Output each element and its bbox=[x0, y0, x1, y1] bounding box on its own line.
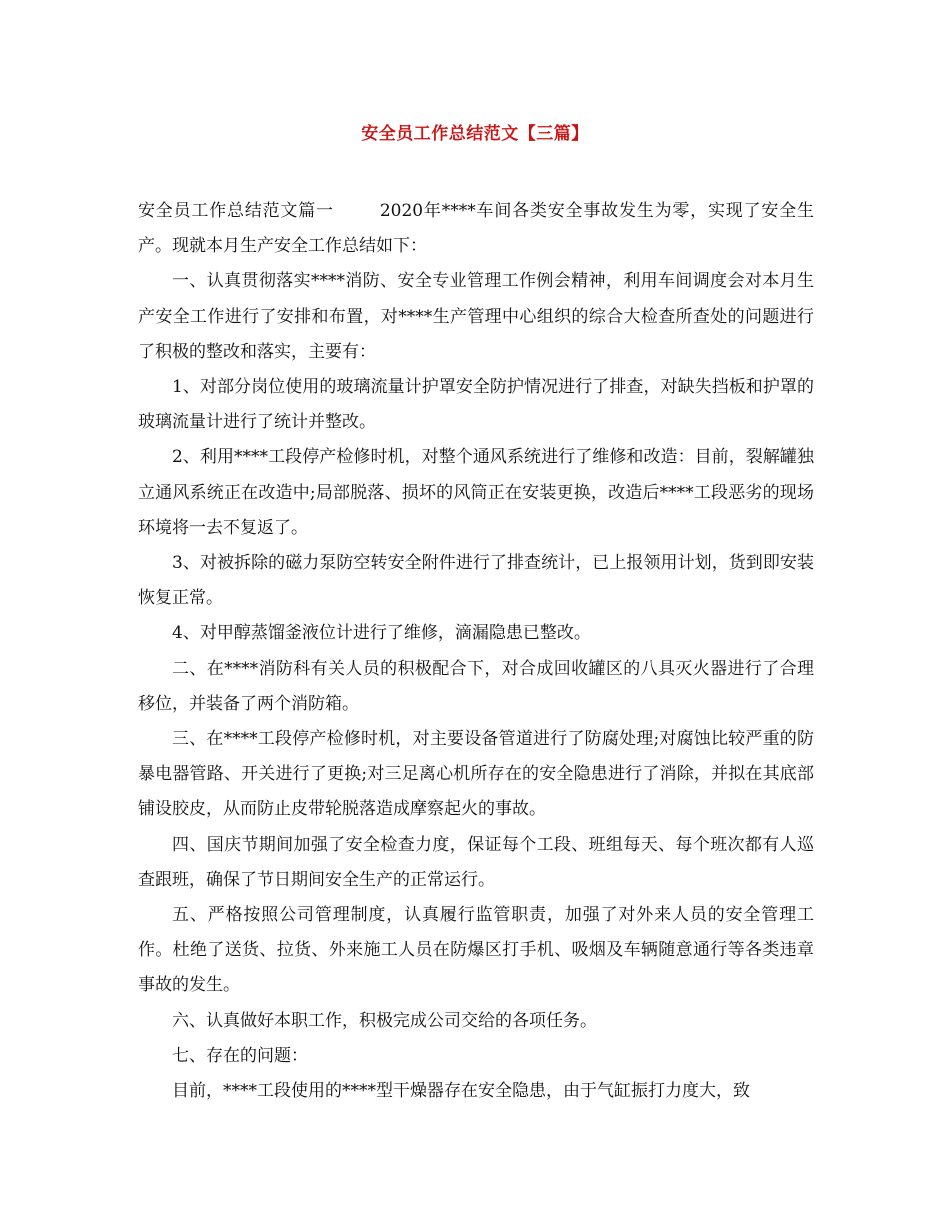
paragraph: 2、利用****工段停产检修时机，对整个通风系统进行了维修和改造：目前，裂解罐独立通风系统正在改造中;局部脱落、损坏的风筒正在安装更换，改造后****工段恶劣的现场环境将一去不复返了。 bbox=[138, 447, 814, 538]
document-title: 安全员工作总结范文【三篇】 bbox=[361, 124, 589, 144]
section-label: 安全员工作总结范文篇一 bbox=[138, 201, 334, 221]
paragraph: 七、存在的问题： bbox=[172, 1045, 308, 1066]
paragraph: 目前，****工段使用的****型干燥器存在安全隐患，由于气缸振打力度大，致 bbox=[172, 1081, 750, 1102]
paragraph: 三、在****工段停产检修时机，对主要设备管道进行了防腐处理;对腐蚀比较严重的防暴电器管路、开关进行了更换;对三足离心机所存在的安全隐患进行了消除，并拟在其底部铺设胶皮，从而防止皮带轮脱落造成摩察起火的事故。 bbox=[138, 729, 814, 820]
paragraph: 二、在****消防科有关人员的积极配合下，对合成回收罐区的八具灭火器进行了合理移位，并装备了两个消防箱。 bbox=[138, 658, 814, 714]
paragraph: 3、对被拆除的磁力泵防空转安全附件进行了排查统计，已上报领用计划，货到即安装恢复正常。 bbox=[138, 553, 814, 609]
paragraph: 六、认真做好本职工作，积极完成公司交给的各项任务。 bbox=[172, 1010, 597, 1031]
paragraph-intro bbox=[138, 194, 814, 264]
paragraph: 4、对甲醇蒸馏釜液位计进行了维修，滴漏隐患已整改。 bbox=[172, 623, 591, 644]
paragraph: 1、对部分岗位使用的玻璃流量计护罩安全防护情况进行了排查，对缺失挡板和护罩的玻璃流量计进行了统计并整改。 bbox=[138, 377, 814, 433]
paragraph: 五、严格按照公司管理制度，认真履行监管职责，加强了对外来人员的安全管理工作。杜绝了送货、拉货、外来施工人员在防爆区打手机、吸烟及车辆随意通行等各类违章事故的发生。 bbox=[138, 905, 814, 996]
paragraph: 一、认真贯彻落实****消防、安全专业管理工作例会精神，利用车间调度会对本月生产安全工作进行了安排和布置，对****生产管理中心组织的综合大检查所查处的问题进行了积极的整改和落实，主要有： bbox=[138, 271, 814, 362]
paragraph: 四、国庆节期间加强了安全检查力度，保证每个工段、班组每天、每个班次都有人巡查跟班，确保了节日期间安全生产的正常运行。 bbox=[138, 834, 814, 890]
document-body bbox=[138, 194, 814, 1109]
paragraph-text: 2020年****车间各类安全事故发生为零，实现了安全生产。现就本月生产安全工作总结如下： bbox=[138, 201, 815, 257]
